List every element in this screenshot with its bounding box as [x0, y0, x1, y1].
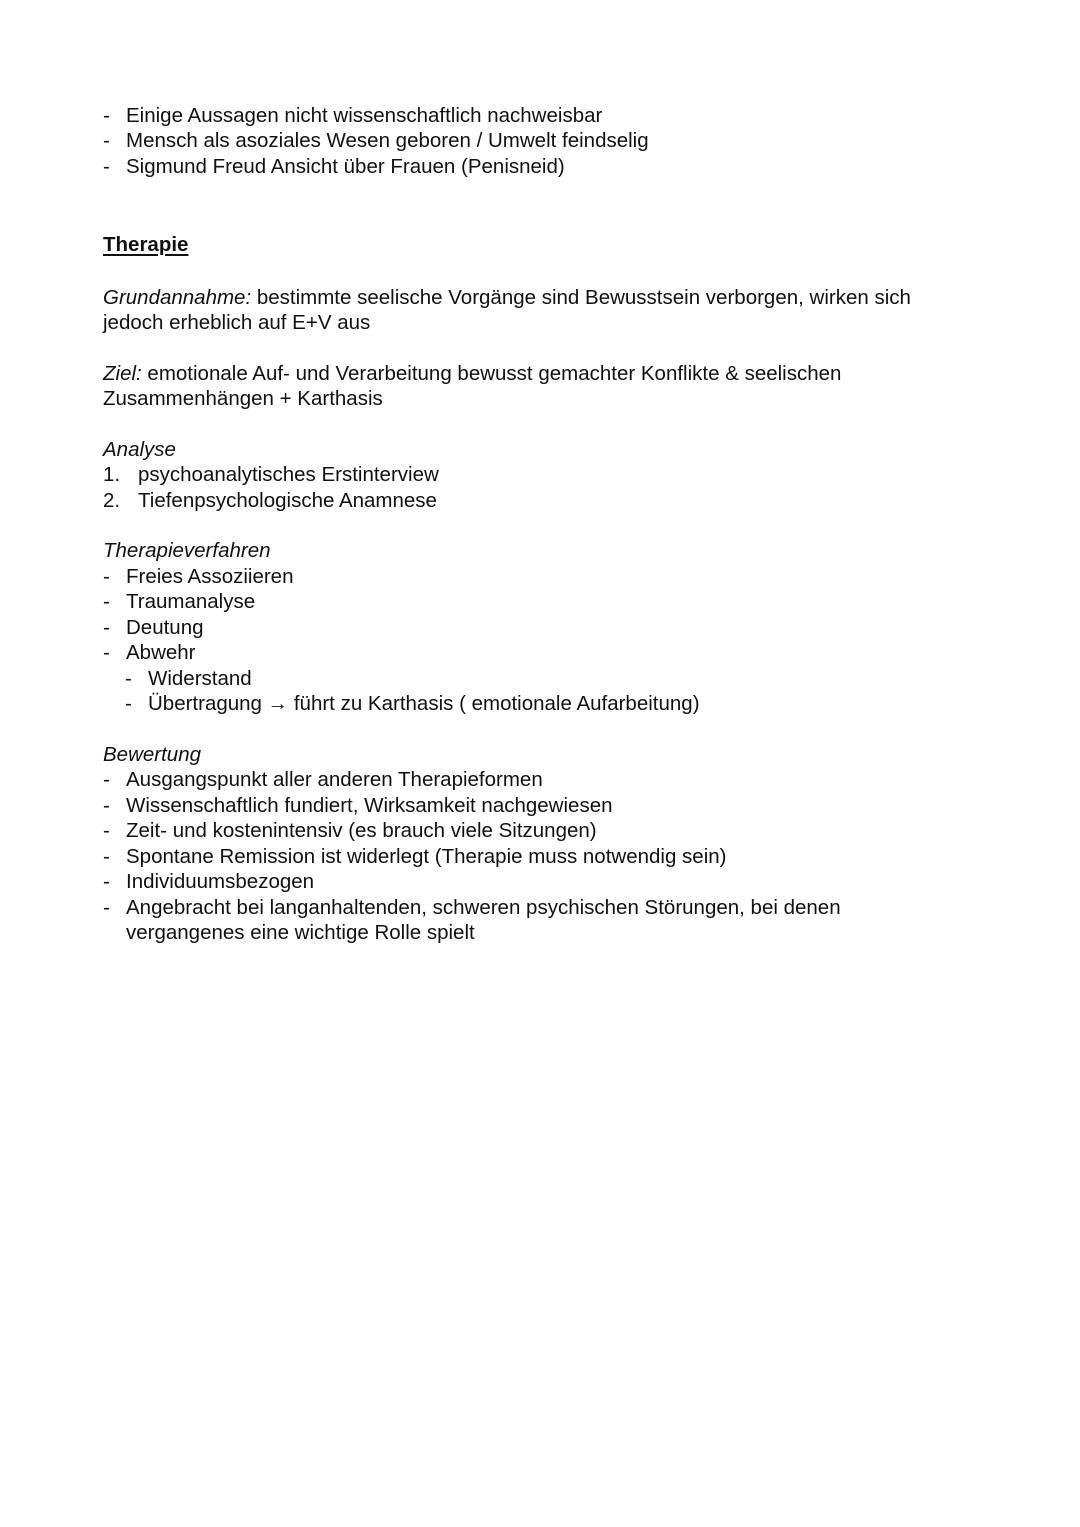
ziel-paragraph — [103, 361, 841, 387]
grundannahme-text: bestimmte seelische Vorgänge sind Bewusstsein verborgen, wirken sich — [251, 286, 911, 309]
section-heading: Therapie — [103, 233, 189, 256]
bullet-dash: - — [103, 616, 110, 639]
bewertung-item: Wissenschaftlich fundiert, Wirksamkeit nachgewiesen — [126, 794, 613, 817]
grundannahme-text-continued: jedoch erheblich auf E+V aus — [103, 311, 371, 334]
list-number: 2. — [103, 489, 121, 512]
top-list-item: Mensch als asoziales Wesen geboren / Umwelt feindselig — [126, 129, 649, 152]
therapieverfahren-label: Therapieverfahren — [103, 539, 271, 562]
analyse-item: psychoanalytisches Erstinterview — [138, 463, 439, 486]
sub-bullet-dash: - — [125, 692, 132, 715]
analyse-label: Analyse — [103, 438, 176, 461]
bullet-dash: - — [103, 794, 110, 817]
analyse-item: Tiefenpsychologische Anamnese — [138, 489, 437, 512]
bullet-dash: - — [103, 768, 110, 791]
list-number: 1. — [103, 463, 121, 486]
bullet-dash: - — [103, 565, 110, 588]
bullet-dash: - — [103, 845, 110, 868]
top-list-item: Sigmund Freud Ansicht über Frauen (Penisneid) — [126, 155, 565, 178]
bullet-dash: - — [103, 590, 110, 613]
therapieverfahren-item: Deutung — [126, 616, 204, 639]
ziel-label: Ziel: — [103, 362, 142, 385]
therapieverfahren-item: Traumanalyse — [126, 590, 256, 613]
therapieverfahren-item: Freies Assoziieren — [126, 565, 294, 588]
therapieverfahren-item: Abwehr — [126, 641, 196, 664]
top-list-item: Einige Aussagen nicht wissenschaftlich nachweisbar — [126, 104, 603, 127]
bullet-dash: - — [103, 819, 110, 842]
bewertung-item: Spontane Remission ist widerlegt (Therapie muss notwendig sein) — [126, 845, 727, 868]
bullet-dash: - — [103, 870, 110, 893]
ziel-text: emotionale Auf- und Verarbeitung bewusst gemachter Konflikte & seelischen — [141, 362, 842, 385]
therapieverfahren-sub-item: Widerstand — [148, 667, 252, 690]
grundannahme-label: Grundannahme: — [103, 286, 252, 309]
bewertung-item: Zeit- und kostenintensiv (es brauch viele Sitzungen) — [126, 819, 597, 842]
therapieverfahren-sub-item: Übertragung → führt zu Karthasis ( emotionale Aufarbeitung) — [148, 692, 700, 715]
bewertung-item-continued: vergangenes eine wichtige Rolle spielt — [126, 921, 475, 944]
bewertung-item: Ausgangspunkt aller anderen Therapieformen — [126, 768, 543, 791]
bullet-dash: - — [103, 129, 110, 152]
sub-bullet-dash: - — [125, 667, 132, 690]
bullet-dash: - — [103, 104, 110, 127]
bullet-dash: - — [103, 896, 110, 919]
bewertung-item: Individuumsbezogen — [126, 870, 315, 893]
bewertung-label: Bewertung — [103, 743, 202, 766]
ziel-text-continued: Zusammenhängen + Karthasis — [103, 387, 383, 410]
grundannahme-paragraph — [103, 285, 911, 311]
bullet-dash: - — [103, 155, 110, 178]
bullet-dash: - — [103, 641, 110, 664]
bewertung-item: Angebracht bei langanhaltenden, schweren psychischen Störungen, bei denen — [126, 896, 841, 919]
